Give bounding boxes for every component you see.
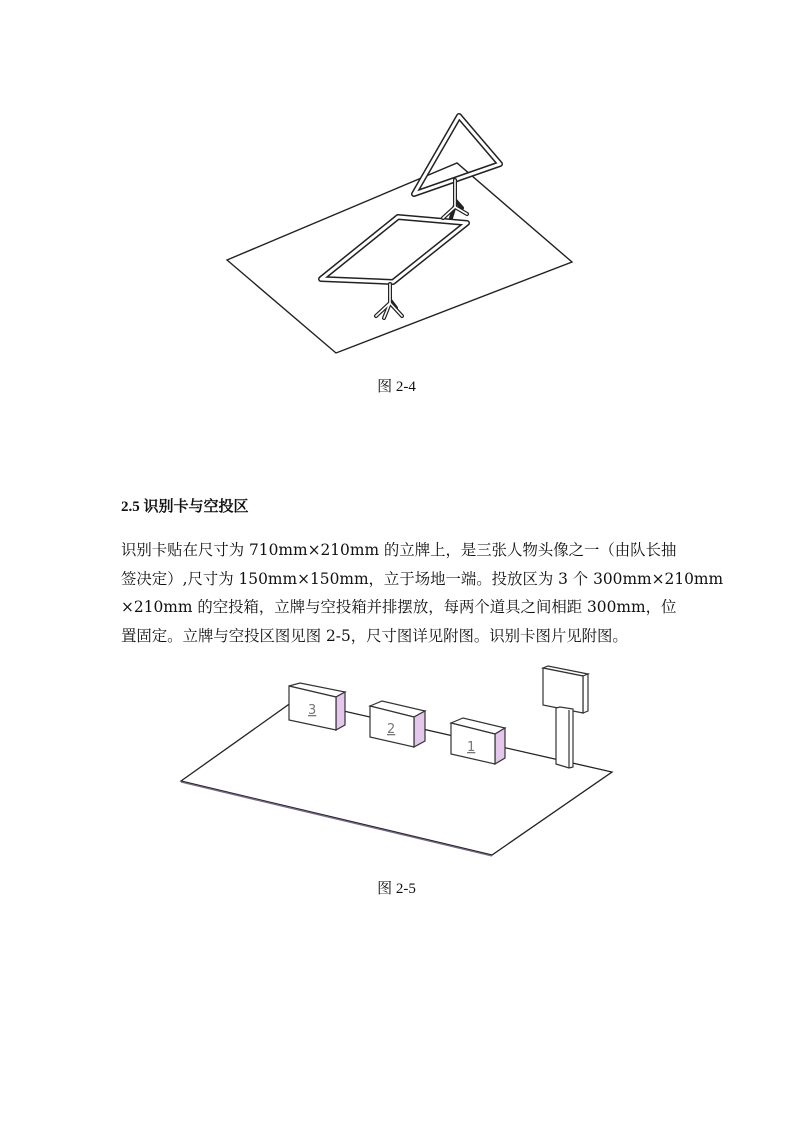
field-board xyxy=(227,163,572,353)
paragraph-line: 识别卡贴在尺寸为 710mm×210mm 的立牌上，是三张人物头像之一（由队长抽 xyxy=(121,541,677,559)
paragraph-line: ×210mm 的空投箱，立牌与空投箱并排摆放，每两个道具之间相距 300mm，位 xyxy=(121,598,677,616)
figure-2-4 xyxy=(0,100,793,370)
box-1-label: 1 xyxy=(467,740,476,755)
figure-2-5-caption: 图 2-5 xyxy=(377,881,416,897)
section-heading xyxy=(121,495,249,516)
id-card-stand xyxy=(543,666,588,768)
figure-2-4-caption: 图 2-4 xyxy=(377,379,416,395)
section-title: 识别卡与空投区 xyxy=(143,499,249,515)
box-2-label: 2 xyxy=(387,722,396,737)
figure-2-5 xyxy=(0,660,793,870)
paragraph-line: 签决定）,尺寸为 150mm×150mm，立于场地一端。投放区为 3 个 300mm×210mm xyxy=(121,569,724,588)
box-3-label: 3 xyxy=(308,703,317,718)
body-paragraph xyxy=(121,536,724,650)
paragraph-line: 置固定。立牌与空投区图见图 2-5，尺寸图详见附图。识别卡图片见附图。 xyxy=(121,626,628,645)
section-number: 2.5 xyxy=(121,499,140,515)
